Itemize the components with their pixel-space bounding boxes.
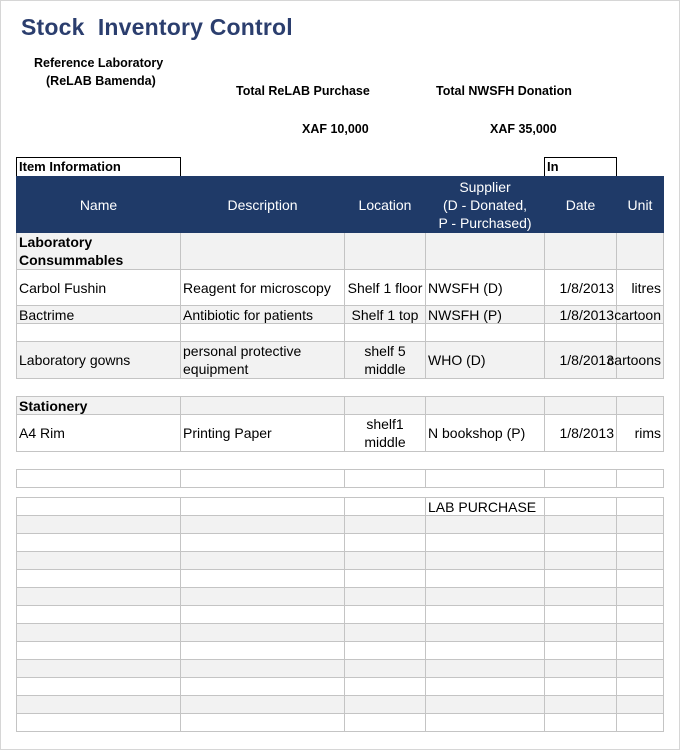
table-cell[interactable] xyxy=(545,233,617,270)
table-cell[interactable] xyxy=(426,624,545,642)
table-cell[interactable] xyxy=(345,397,426,415)
column-header-supplier[interactable] xyxy=(426,177,545,233)
table-cell[interactable] xyxy=(345,714,426,732)
item-supplier[interactable]: NWSFH (D) xyxy=(426,270,545,306)
item-description-line1: personal protective xyxy=(183,343,302,359)
table-cell[interactable] xyxy=(426,678,545,696)
table-cell[interactable] xyxy=(345,570,426,588)
table-cell[interactable] xyxy=(181,534,345,552)
item-date[interactable]: 1/8/2013 xyxy=(545,270,617,306)
table-cell[interactable] xyxy=(181,324,345,342)
table-cell[interactable] xyxy=(181,660,345,678)
table-cell[interactable] xyxy=(17,570,181,588)
table-cell[interactable] xyxy=(181,588,345,606)
table-cell[interactable] xyxy=(545,470,617,488)
table-row-empty xyxy=(17,588,664,606)
table-cell[interactable] xyxy=(545,516,617,534)
table-cell[interactable] xyxy=(17,324,181,342)
item-date[interactable]: 1/8/2013 xyxy=(545,342,617,379)
total-nwsfh-donation-label: Total NWSFH Donation xyxy=(436,84,572,98)
table-cell[interactable] xyxy=(181,570,345,588)
table-cell[interactable] xyxy=(181,397,345,415)
table-cell[interactable] xyxy=(17,606,181,624)
item-name[interactable]: Bactrime xyxy=(17,306,181,324)
table-cell[interactable] xyxy=(181,470,345,488)
table-cell[interactable] xyxy=(345,552,426,570)
item-location[interactable] xyxy=(345,415,426,452)
item-date[interactable]: 1/8/2013 xyxy=(545,415,617,452)
item-date[interactable]: 1/8/2013 xyxy=(545,306,617,324)
table-cell[interactable] xyxy=(181,606,345,624)
item-supplier[interactable]: N bookshop (P) xyxy=(426,415,545,452)
item-location[interactable]: Shelf 1 floor xyxy=(345,270,426,306)
table-cell[interactable] xyxy=(345,324,426,342)
table-cell[interactable] xyxy=(17,552,181,570)
table-cell[interactable] xyxy=(426,516,545,534)
table-cell[interactable] xyxy=(617,570,664,588)
table-cell[interactable] xyxy=(181,678,345,696)
table-row xyxy=(17,270,664,306)
table-cell[interactable] xyxy=(345,470,426,488)
table-cell[interactable] xyxy=(617,397,664,415)
item-supplier[interactable]: NWSFH (P) xyxy=(426,306,545,324)
table-row-empty xyxy=(17,534,664,552)
table-cell[interactable] xyxy=(345,498,426,516)
table-cell[interactable] xyxy=(617,498,664,516)
table-cell[interactable] xyxy=(617,534,664,552)
table-cell[interactable] xyxy=(345,534,426,552)
table-cell[interactable] xyxy=(426,470,545,488)
table-cell[interactable] xyxy=(617,552,664,570)
table-cell[interactable] xyxy=(545,397,617,415)
category-name-line2: Consummables xyxy=(19,252,124,268)
table-cell[interactable] xyxy=(17,534,181,552)
table-cell[interactable] xyxy=(617,714,664,732)
table-cell[interactable] xyxy=(345,678,426,696)
table-cell[interactable] xyxy=(617,624,664,642)
table-cell[interactable] xyxy=(545,624,617,642)
item-location-line1: shelf1 xyxy=(366,416,404,432)
item-location-line1: shelf 5 xyxy=(364,343,406,359)
page-title: Stock Inventory Control xyxy=(21,14,293,40)
table-row-empty xyxy=(17,570,664,588)
laboratory-name-line2: (ReLAB Bamenda) xyxy=(46,74,156,88)
table-row-empty xyxy=(17,470,664,488)
inventory-table xyxy=(16,176,664,488)
category-stationery[interactable]: Stationery xyxy=(17,397,181,415)
table-cell[interactable] xyxy=(345,606,426,624)
table-row-empty xyxy=(17,642,664,660)
supplier-header-line1: Supplier xyxy=(459,178,511,195)
spacer-cell xyxy=(17,379,664,397)
table-cell[interactable] xyxy=(545,534,617,552)
table-cell[interactable] xyxy=(345,588,426,606)
table-cell[interactable] xyxy=(181,624,345,642)
table-cell[interactable] xyxy=(17,516,181,534)
table-cell[interactable] xyxy=(426,233,545,270)
laboratory-name xyxy=(34,54,194,90)
table-cell[interactable] xyxy=(181,498,345,516)
category-row xyxy=(17,233,664,270)
category-laboratory-consummables[interactable] xyxy=(17,233,181,270)
table-cell[interactable] xyxy=(545,642,617,660)
table-cell[interactable] xyxy=(426,660,545,678)
item-name[interactable]: Carbol Fushin xyxy=(17,270,181,306)
table-row-empty xyxy=(17,624,664,642)
table-cell[interactable] xyxy=(345,624,426,642)
table-cell[interactable] xyxy=(426,552,545,570)
table-cell[interactable] xyxy=(345,233,426,270)
table-cell[interactable] xyxy=(345,696,426,714)
table-cell[interactable] xyxy=(617,606,664,624)
item-unit[interactable]: rims xyxy=(617,415,664,452)
table-cell[interactable] xyxy=(426,570,545,588)
table-cell[interactable] xyxy=(617,516,664,534)
item-description[interactable] xyxy=(181,342,345,379)
item-location[interactable]: Shelf 1 top xyxy=(345,306,426,324)
spacer-row xyxy=(17,379,664,397)
table-cell[interactable] xyxy=(545,660,617,678)
item-name[interactable]: Laboratory gowns xyxy=(17,342,181,379)
table-cell[interactable] xyxy=(17,588,181,606)
item-location[interactable] xyxy=(345,342,426,379)
total-nwsfh-donation-value: XAF 35,000 xyxy=(490,122,557,136)
table-cell[interactable] xyxy=(617,678,664,696)
item-location-line2: middle xyxy=(364,361,406,377)
table-cell[interactable] xyxy=(617,696,664,714)
table-cell[interactable] xyxy=(17,696,181,714)
table-row xyxy=(17,342,664,379)
table-row-empty xyxy=(17,714,664,732)
table-cell[interactable] xyxy=(17,624,181,642)
table-cell[interactable] xyxy=(426,714,545,732)
item-unit[interactable]: litres xyxy=(617,270,664,306)
item-description[interactable]: Reagent for microscopy xyxy=(181,270,345,306)
table-cell[interactable] xyxy=(17,678,181,696)
table-cell[interactable] xyxy=(345,516,426,534)
laboratory-name-line1: Reference Laboratory xyxy=(34,56,164,70)
item-supplier[interactable]: WHO (D) xyxy=(426,342,545,379)
table-cell[interactable] xyxy=(17,642,181,660)
table-cell[interactable] xyxy=(17,470,181,488)
item-unit[interactable]: cartoon xyxy=(617,306,664,324)
table-cell[interactable] xyxy=(17,660,181,678)
column-header-date[interactable]: Date xyxy=(545,177,617,233)
table-row-empty xyxy=(17,552,664,570)
total-relab-purchase-value: XAF 10,000 xyxy=(302,122,369,136)
table-cell[interactable] xyxy=(617,233,664,270)
table-cell[interactable] xyxy=(617,470,664,488)
table-cell[interactable] xyxy=(345,660,426,678)
table-row-empty xyxy=(17,660,664,678)
table-cell[interactable] xyxy=(545,678,617,696)
table-cell[interactable] xyxy=(426,324,545,342)
table-cell[interactable] xyxy=(617,660,664,678)
lab-purchase-label[interactable]: LAB PURCHASE xyxy=(426,498,545,516)
column-header-description[interactable]: Description xyxy=(181,177,345,233)
item-unit[interactable]: cartoons xyxy=(617,342,664,379)
table-row xyxy=(17,498,664,516)
item-name[interactable]: A4 Rim xyxy=(17,415,181,452)
table-cell[interactable] xyxy=(426,696,545,714)
table-cell[interactable] xyxy=(345,642,426,660)
spacer-row xyxy=(17,452,664,470)
in-header[interactable]: In xyxy=(544,157,617,177)
table-cell[interactable] xyxy=(426,588,545,606)
table-row-empty xyxy=(17,516,664,534)
supplier-header-line2: (D - Donated, xyxy=(442,196,528,213)
table-cell[interactable] xyxy=(545,696,617,714)
item-description[interactable]: Antibiotic for patients xyxy=(181,306,345,324)
summary-grid xyxy=(16,497,664,732)
table-cell[interactable] xyxy=(545,606,617,624)
table-cell[interactable] xyxy=(426,397,545,415)
column-header-name[interactable]: Name xyxy=(17,177,181,233)
table-cell[interactable] xyxy=(181,233,345,270)
item-description-line2: equipment xyxy=(183,361,249,377)
item-description[interactable]: Printing Paper xyxy=(181,415,345,452)
table-cell[interactable] xyxy=(545,552,617,570)
item-information-header[interactable]: Item Information xyxy=(16,157,181,177)
table-cell[interactable] xyxy=(617,324,664,342)
table-cell[interactable] xyxy=(426,534,545,552)
table-row-empty xyxy=(17,696,664,714)
table-row-empty xyxy=(17,324,664,342)
item-location-line2: middle xyxy=(364,434,406,450)
table-cell[interactable] xyxy=(17,714,181,732)
category-name-line1: Laboratory xyxy=(19,234,93,250)
table-cell[interactable] xyxy=(545,588,617,606)
table-cell[interactable] xyxy=(426,642,545,660)
table-row-empty xyxy=(17,606,664,624)
table-cell[interactable] xyxy=(545,324,617,342)
table-cell[interactable] xyxy=(426,606,545,624)
table-row-empty xyxy=(17,678,664,696)
table-row xyxy=(17,306,664,324)
table-cell[interactable] xyxy=(181,696,345,714)
table-cell[interactable] xyxy=(545,570,617,588)
column-header-location[interactable]: Location xyxy=(345,177,426,233)
table-cell[interactable] xyxy=(181,552,345,570)
table-cell[interactable] xyxy=(545,498,617,516)
table-header-row xyxy=(17,177,664,233)
spacer-cell xyxy=(17,452,664,470)
table-row xyxy=(17,415,664,452)
table-cell[interactable] xyxy=(617,588,664,606)
table-cell[interactable] xyxy=(181,516,345,534)
table-cell[interactable] xyxy=(181,714,345,732)
table-cell[interactable] xyxy=(545,714,617,732)
table-cell[interactable] xyxy=(17,498,181,516)
table-cell[interactable] xyxy=(617,642,664,660)
supplier-header-line3: P - Purchased) xyxy=(438,214,532,231)
total-relab-purchase-label: Total ReLAB Purchase xyxy=(236,84,370,98)
column-header-unit[interactable]: Unit xyxy=(617,177,664,233)
category-row xyxy=(17,397,664,415)
table-cell[interactable] xyxy=(181,642,345,660)
